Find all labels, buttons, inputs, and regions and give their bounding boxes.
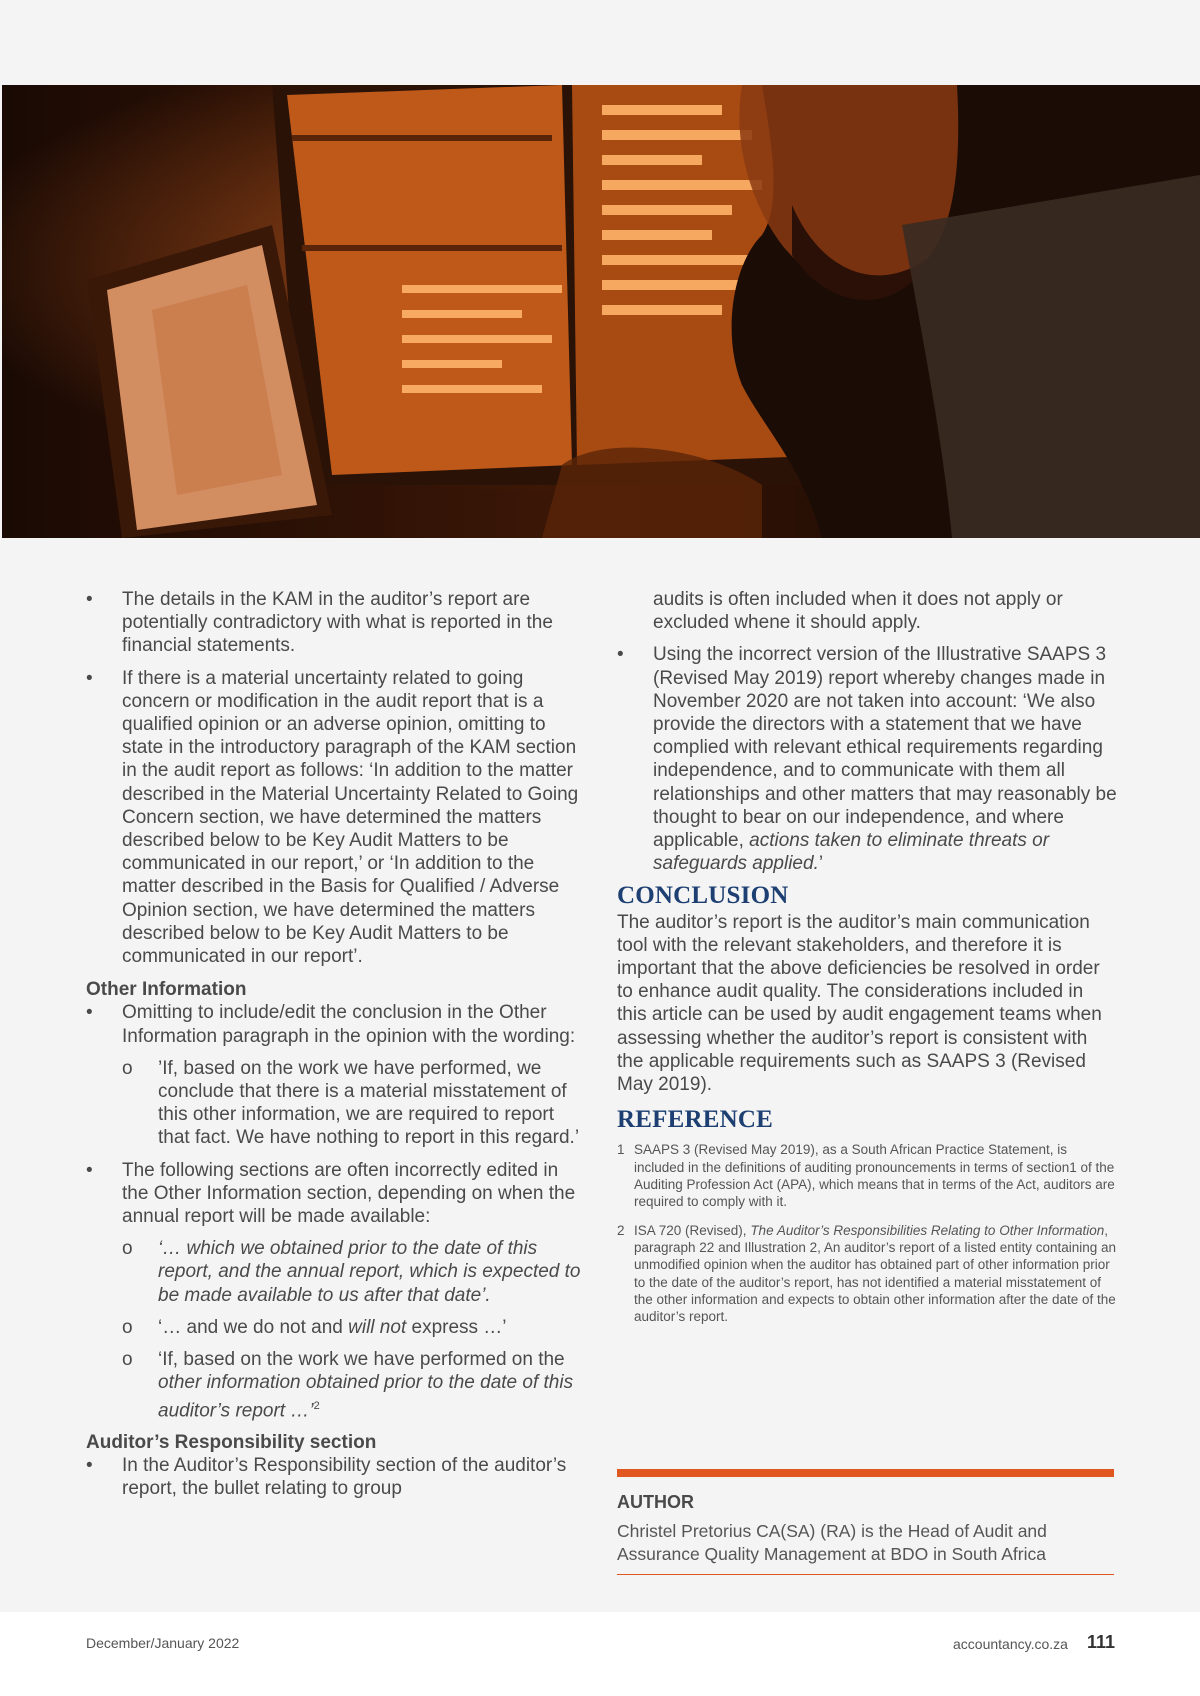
reference-item <box>617 1222 1117 1326</box>
reference-text: SAAPS 3 (Revised May 2019), as a South African Practice Statement, is included in the definitions of auditing pronouncements in terms of section1 of the Auditing Profession Act (APA), which means that in terms of the Act, auditors are required to comply with it. <box>634 1142 1115 1210</box>
sub-item-will-not-part3: express …’ <box>406 1316 507 1338</box>
reference-text-title: The Auditor’s Responsibilities Relating to Other Information <box>750 1222 1105 1238</box>
right-column <box>617 588 1117 1336</box>
author-bottom-line <box>617 1574 1114 1575</box>
sub-item-will-not-express <box>86 1316 586 1339</box>
sub-item-work-part2: other information obtained prior to the date of this auditor’s report …’ <box>158 1372 574 1421</box>
bullet-kam-contradictory: • The details in the KAM in the auditor’s report are potentially contradictory with what is reported in the financial statements. <box>86 588 586 658</box>
sub-item-obtained-prior <box>86 1237 586 1307</box>
page-number: 111 <box>1087 1632 1116 1652</box>
bullet-material-uncertainty: • If there is a material uncertainty related to going concern or modification in the audit report that is a qualified opinion or an adverse opinion, omitting to state in the introductory paragraph of the KAM section in the audit report as follows: ‘In addition to the matter described in the Material Uncertainty Related to Going Concern section, we have determined the matters described below to be Key Audit Matters to be communicated in our report,’ or ‘In addition to the matter described in the Basis for Qualified / Adverse Opinion section, we have determined the matters described below to be Key Audit Matters to be communicated in our report’. <box>86 667 586 969</box>
left-column <box>86 588 586 1510</box>
sub-item-will-not-part1: ‘… and we do not and <box>158 1316 349 1338</box>
bullet-incorrectly-edited: • The following sections are often incorrectly edited in the Other Information section, depending on when the annual report will be made available: <box>86 1159 586 1229</box>
reference-title: REFERENCE <box>617 1106 773 1134</box>
reference-item <box>617 1141 1117 1210</box>
sub-item-obtained-prior-text: ‘… which we obtained prior to the date of this report, and the annual report, which is expected to be made available to us after that date’. <box>158 1238 581 1306</box>
footer-issue-date: December/January 2022 <box>86 1635 240 1651</box>
reference-number: 2 <box>617 1222 625 1238</box>
footnote-marker: 2 <box>313 1399 320 1412</box>
sub-item-work-part1: ‘If, based on the work we have performed on the <box>158 1349 565 1371</box>
author-label: AUTHOR <box>617 1492 694 1512</box>
hero-photo <box>2 85 1200 538</box>
author-bio: Christel Pretorius CA(SA) (RA) is the Head of Audit and Assurance Quality Management at BDO in South Africa <box>617 1521 1047 1564</box>
sub-item-misstatement-quote: o ’If, based on the work we have performed, we conclude that there is a material misstatement of this other information, we are required to report that fact. We have nothing to report in this regard.’ <box>86 1057 586 1150</box>
conclusion-text: The auditor’s report is the auditor’s main communication tool with the relevant stakeholders, and therefore it is important that the above deficiencies be resolved in order to enhance audit quality. The considerations included in this article can be used by audit engagement teams when assessing whether the auditor’s report is consistent with the applicable requirements such as SAAPS 3 (Revised May 2019). <box>617 911 1102 1096</box>
reference-text-part2: , paragraph 22 and Illustration 2, An auditor’s report of a listed entity containing an unmodified opinion when the auditor has obtained part of other information prior to the date of the auditor’s report, has not identified a material misstatement of the other information and expects to obtain other information after the date of the auditor’s report. <box>634 1222 1117 1325</box>
conclusion-title: CONCLUSION <box>617 882 789 910</box>
other-information-heading: Other Information <box>86 979 247 1001</box>
reference-number: 1 <box>617 1142 625 1158</box>
reference-list <box>617 1141 1117 1325</box>
incorrect-version-italic: actions taken to eliminate threats or safeguards applied. <box>653 830 1050 875</box>
sub-item-will-not-part2: will not <box>348 1316 407 1338</box>
author-divider-bar <box>617 1469 1114 1477</box>
reference-text-part1: ISA 720 (Revised), <box>634 1222 751 1238</box>
bullet-group-audits: • In the Auditor’s Responsibility section of the auditor’s report, the bullet relating to group <box>86 1454 586 1500</box>
auditor-responsibility-heading: Auditor’s Responsibility section <box>86 1432 377 1454</box>
footer-website: accountancy.co.za <box>953 1636 1068 1652</box>
bullet-omitting-conclusion: • Omitting to include/edit the conclusion in the Other Information paragraph in the opinion with the wording: <box>86 1001 586 1047</box>
sub-item-work-performed <box>86 1348 586 1422</box>
incorrect-version-end: ’ <box>818 853 824 875</box>
incorrect-version-text: Using the incorrect version of the Illustrative SAAPS 3 (Revised May 2019) report whereby changes made in November 2020 are not taken into account: ‘We also provide the directors with a statement that we have complied with relevant ethical requirements regarding independence, and to communicate with them all relationships and other matters that may reasonably be thought to bear on our independence, and where applicable, <box>653 644 1117 852</box>
bullet-incorrect-version <box>617 643 1117 875</box>
bullet-group-audits-continued: audits is often included when it does not apply or excluded whene it should apply. <box>653 589 1063 634</box>
